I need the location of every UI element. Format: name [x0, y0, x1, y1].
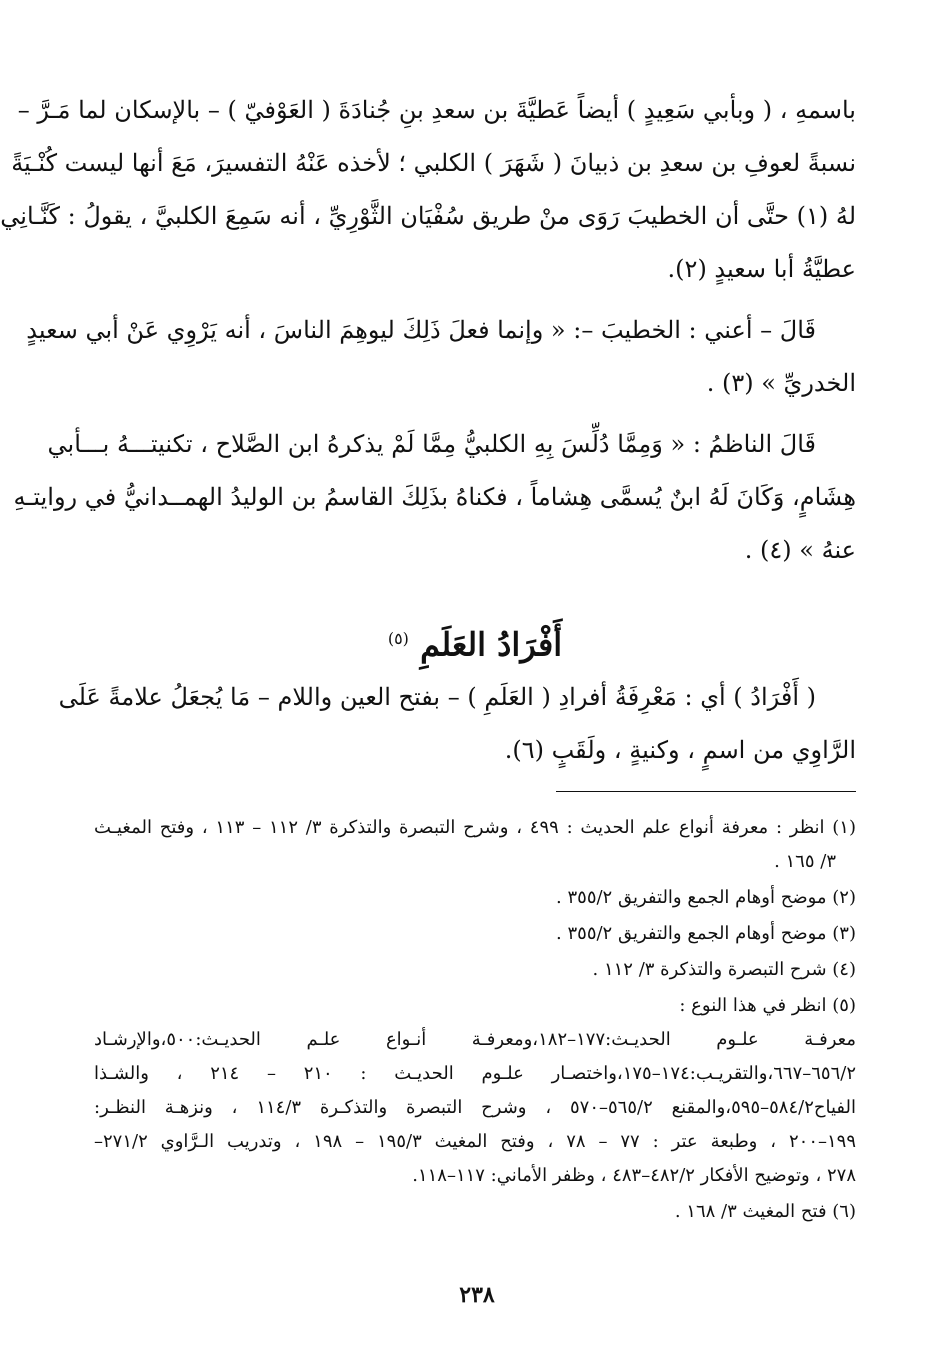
footnotes: [94, 811, 856, 1229]
footnote-line: (١) انظر : معرفة أنواع علم الحديث : ٤٩٩ ، وشرح التبصرة والتذكرة ٣/ ١١٢ – ١١٣ ، وفتح المغيـث: [94, 817, 856, 838]
footnote-line: (٥) انظر في هذا النوع :: [679, 995, 856, 1016]
section-heading: [94, 607, 856, 671]
text-line: قَالَ الناظمُ : « وَمِمَّا دُلِّسَ بِهِ الكلبيُّ مِمَّا لَمْ يذكرهُ ابن الصَّلاح ، تكنيتـــهُ بـــأبي: [47, 430, 816, 458]
footnote-line: ٢٧٨ ، وتوضيح الأفكار ٤٨٢/٢–٤٨٣ ، وظفر الأماني: ١١٧–١١٨.: [412, 1165, 856, 1186]
text-line: الخدريِّ » (٣) .: [706, 369, 856, 397]
footnote-line: ٣/ ١٦٥ .: [774, 851, 836, 872]
text-line: عطيَّةُ أبا سعيدٍ (٢).: [667, 255, 856, 283]
footnote-ref: (٥): [387, 629, 409, 648]
footnote-line: ١٩٩–٢٠٠ ، وطبعة عتر : ٧٧ – ٧٨ ، وفتح المغيث ١٩٥/٣ – ١٩٨ ، وتدريب الـرَّاوي ٢٧١/٢–: [94, 1131, 857, 1152]
text-line: قَالَ – أعني : الخطيبَ –: « وإنما فعلَ ذَلِكَ ليوهِمَ الناسَ ، أنه يَرْوِي عَنْ أبي سعيدٍ: [26, 316, 816, 344]
footnote-line: ٦٥٦/٢–٦٦٧،والتقريـب:١٧٤–١٧٥،واختصـار علـوم الحديـث : ٢١٠ – ٢١٤ ، والشـذا: [94, 1063, 856, 1084]
text-line: نسبةً لعوفِ بن سعدِ بن ذبيانَ ( شَهَرَ ) الكلبي ؛ لأخذه عَنْهُ التفسيرَ، مَعَ أنها ليست كُنْـيَةً: [11, 149, 856, 177]
footnote-line: الفياح٥٨٤/٢–٥٩٥،والمقنع ٥٦٥/٢–٥٧٠ ، وشرح التبصرة والتذكـرة ١١٤/٣ ، ونزهـة النظـر:: [94, 1097, 857, 1118]
text-line: الرَّاوِي من اسمٍ ، وكنيةٍ ، ولَقَبٍ (٦).: [504, 736, 856, 764]
text-line: ( أَفْرَادُ ) أي : مَعْرِفَةُ أفرادِ ( العَلَمِ ) – بفتح العين واللام – مَا يُجعَلُ علامةً عَلَى: [58, 683, 816, 711]
footnote-line: معرفـة علـوم الحديـث:١٧٧–١٨٢،ومعرفـة أنـواع علـم الحديـث:٥٠٠،والإرشـاد: [94, 1029, 856, 1050]
footnote-line: (٦) فتح المغيث ٣/ ١٦٨ .: [674, 1201, 856, 1222]
footnote-line: (٣) موضح أوهام الجمع والتفريق ٣٥٥/٢ .: [556, 923, 856, 944]
footnote-divider: [556, 791, 856, 792]
section-heading-text: أَفْرَادُ العَلَمِ: [420, 625, 563, 664]
text-line: عنهُ » (٤) .: [744, 536, 856, 564]
text-line: لهُ (١) حتَّى أن الخطيبَ رَوَى منْ طريق سُفْيَان الثَّوْرِيِّ ، أنه سَمِعَ الكلبيَّ ، يقولُ : كَنَّـانِي: [0, 202, 856, 230]
text-line: هِشَامٍ، وَكَانَ لَهُ ابنٌ يُسمَّى هِشاماً ، فكناهُ بذَلِكَ القاسمُ بن الوليدُ الهمــدانيُّ في روايتـهِ: [13, 483, 856, 511]
footnote-line: (٢) موضح أوهام الجمع والتفريق ٣٥٥/٢ .: [556, 887, 856, 908]
page-number: ٢٣٨: [459, 1282, 495, 1308]
main-text: [0, 84, 856, 777]
footnote-line: (٤) شرح التبصرة والتذكرة ٣/ ١١٢ .: [592, 959, 856, 980]
text-line: باسمهِ ، ( وبأبي سَعِيدٍ ) أيضاً عَطيَّةَ بن سعدِ بنِ جُنادَةَ ( العَوْفيّ ) – بالإسكان لما مَـرَّ –: [17, 96, 856, 124]
